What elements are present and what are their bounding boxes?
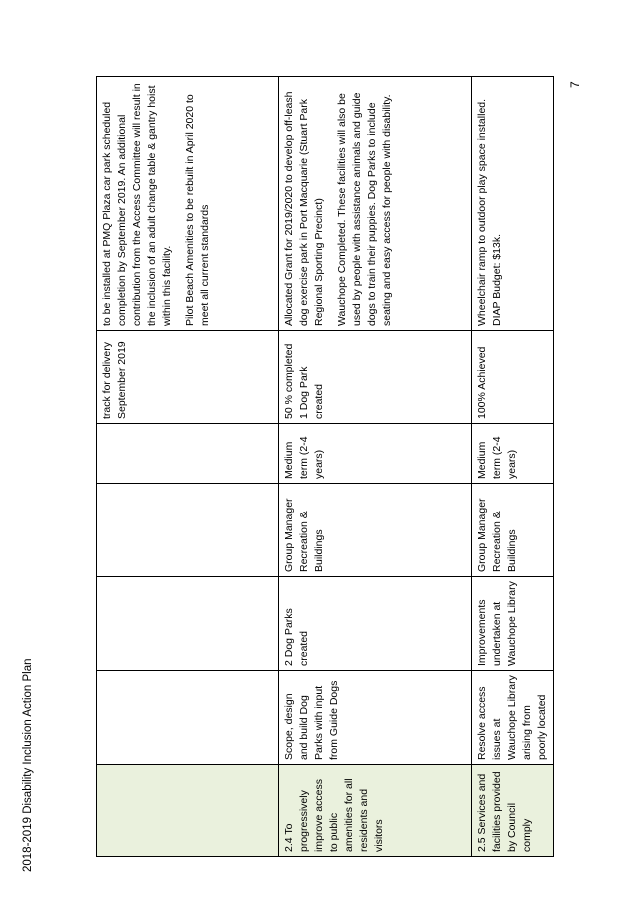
action-cell: Resolve access issues at Wauchope Library arising from poorly located — [472, 671, 554, 765]
comment-text: Wauchope Completed. These facilities will also be used by people with assistance animals and guide dogs to train their puppies. Dog Parks to include seating and easy access for people with disability. — [336, 92, 393, 326]
action-plan-table-rotated — [96, 77, 548, 857]
status-cell: 50 % completed 1 Dog Park created — [279, 331, 472, 424]
responsibility-cell: Group Manager Recreation & Buildings — [472, 484, 554, 577]
action-cell: Scope, design and build Dog Parks with input from Guide Dogs — [279, 671, 472, 765]
comments-cell — [97, 77, 279, 331]
responsibility-cell — [97, 484, 279, 577]
responsibility-cell: Group Manager Recreation & Buildings — [279, 484, 472, 577]
timeframe-cell: Medium term (2-4 years) — [472, 424, 554, 484]
table-row — [97, 77, 279, 857]
table-row — [279, 77, 472, 857]
comment-text: Wheelchair ramp to outdoor play space installed. — [476, 98, 488, 326]
page-number: 7 — [568, 81, 582, 88]
measure-cell: Improvements undertaken at Wauchope Library — [472, 577, 554, 671]
action-plan-table — [96, 76, 554, 857]
document-footer: 2018-2019 Disability Inclusion Action Plan — [22, 658, 34, 872]
objective-cell: 2.4 To progressively improve access to public amenities for all residents and visitors — [279, 765, 472, 857]
status-cell: track for delivery September 2019 — [97, 331, 279, 424]
measure-cell — [97, 577, 279, 671]
comments-cell — [472, 77, 554, 331]
comment-text: Pilot Beach Amenities to be rebuilt in April 2020 to meet all current standards — [184, 94, 211, 326]
timeframe-cell: Medium term (2-4 years) — [279, 424, 472, 484]
status-cell: 100% Achieved — [472, 331, 554, 424]
comment-text: DIAP Budget: $13k. — [491, 233, 503, 326]
objective-cell: 2.5 Services and facilities provided by Council comply — [472, 765, 554, 857]
comment-text: to be installed at PMQ Plaza car park scheduled completion by September 2019. An additional contribution from the Access Committee will result in the inclusion of an adult change table & gantry hoist within this facility. — [101, 83, 173, 326]
measure-cell: 2 Dog Parks created — [279, 577, 472, 671]
objective-cell — [97, 765, 279, 857]
action-cell — [97, 671, 279, 765]
timeframe-cell — [97, 424, 279, 484]
table-row — [472, 77, 554, 857]
comment-text: Allocated Grant for 2019/2020 to develop off-leash dog exercise park in Port Macquarie (Stuart Park Regional Sporting Precinct) — [283, 91, 325, 326]
comments-cell — [279, 77, 472, 331]
